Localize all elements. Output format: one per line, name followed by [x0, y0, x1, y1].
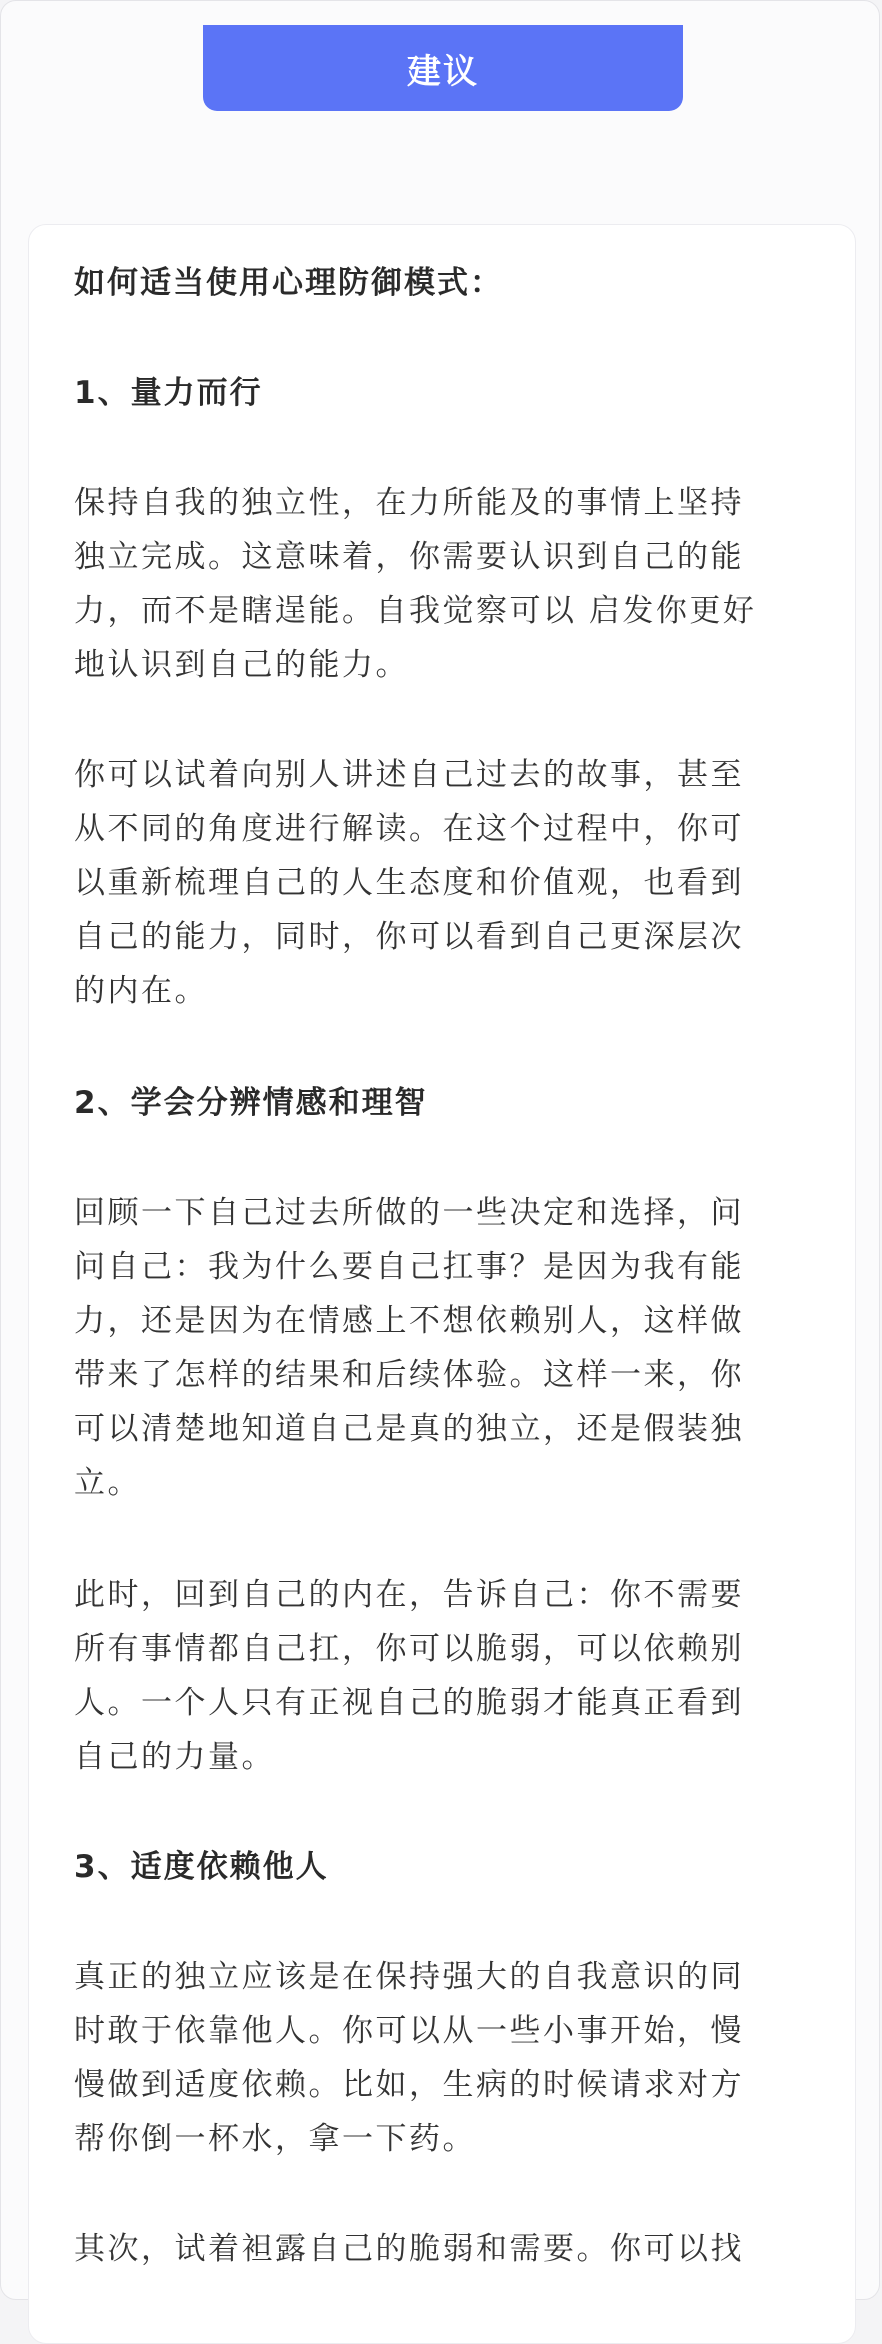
- section2-paragraph-1: 回顾一下自己过去所做的一些决定和选择，问 问自己：我为什么要自己扛事？是因为我有能 力，还是因为在情感上不想依赖别人，这样做 带来了怎样的结果和后续体验。这样一来，你 可以清楚地知道自己是真的独立，还是假装独 立。: [74, 1195, 744, 1501]
- section1-paragraph-1: 保持自我的独立性，在力所能及的事情上坚持 独立完成。这意味着，你需要认识到自己的能 力，而不是瞎逞能。自我觉察可以 启发你更好 地认识到自己的能力。: [74, 485, 757, 683]
- section2-heading: 2、学会分辨情感和理智: [74, 1085, 428, 1121]
- suggestion-header-tab: [203, 25, 683, 111]
- section3-heading: 3、适度依赖他人: [74, 1849, 329, 1885]
- intro-heading: 如何适当使用心理防御模式：: [74, 265, 503, 301]
- section1-paragraph-2: 你可以试着向别人讲述自己过去的故事，甚至 从不同的角度进行解读。在这个过程中，你可 以重新梳理自己的人生态度和价值观，也看到 自己的能力，同时，你可以看到自己更深层次 的内在。: [74, 757, 744, 1009]
- section3-paragraph-2: 其次，试着袒露自己的脆弱和需要。你可以找: [74, 2231, 744, 2267]
- section2-paragraph-2: 此时，回到自己的内在，告诉自己：你不需要 所有事情都自己扛，你可以脆弱，可以依赖别 人。一个人只有正视自己的脆弱才能真正看到 自己的力量。: [74, 1577, 744, 1775]
- header-title: 建议: [407, 51, 479, 92]
- section1-heading: 1、量力而行: [74, 375, 263, 411]
- section3-paragraph-1: 真正的独立应该是在保持强大的自我意识的同 时敢于依靠他人。你可以从一些小事开始，慢 慢做到适度依赖。比如，生病的时候请求对方 帮你倒一杯水，拿一下药。: [74, 1959, 744, 2157]
